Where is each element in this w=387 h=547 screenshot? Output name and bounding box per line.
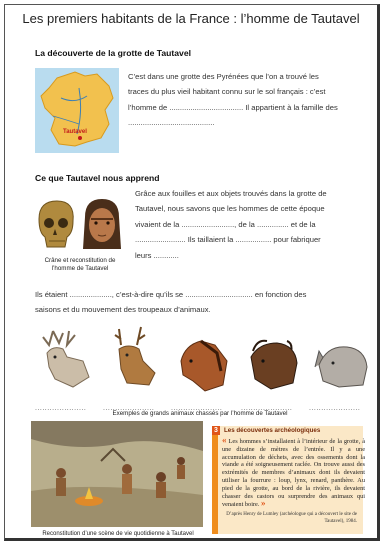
horse-image bbox=[171, 331, 233, 397]
section2-line: ........................ Ils taillaient la ................. pour fabriquer bbox=[135, 235, 321, 245]
section2-line: vivaient de la ........................., de la ............... et de la bbox=[135, 219, 316, 229]
animals-caption: Exemples de grands animaux chassés par l’homme de Tautavel bbox=[112, 410, 288, 417]
daily-life-scene-image bbox=[31, 421, 203, 527]
section1-line: l’homme de ................................... Il appartient à la famille des bbox=[128, 102, 338, 112]
box-quote-text: Les hommes s’installaient à l’intérieur de la grotte, à une dizaine de mètres de l’entrée. Il y a une accumulation de déchets, avec des ossements dont la viande a été soigneusement raclée. On trouve aussi des extrémités de membres d’animaux dont ils devaient utiliser la fourrure : loup, lynx, renard, panthère. Au pied de la grotte, au bord de la rivière, ils devaient chasser des castors ou surprendre des animaux qui venaient boire. bbox=[222, 438, 365, 509]
rhinoceros-image bbox=[309, 327, 371, 393]
skull-caption: Crâne et reconstitution de l’homme de Tautavel bbox=[44, 257, 116, 272]
section1-line: C’est dans une grotte des Pyrénées que l’on a trouvé les bbox=[128, 72, 319, 81]
section2-line: Ils étaient ...................., c’est-à-dire qu’ils se ................................ en fonction des bbox=[35, 290, 307, 299]
map-label-tautavel: Tautavel bbox=[63, 129, 87, 135]
scene-illustration bbox=[31, 421, 203, 527]
section1-heading: La découverte de la grotte de Tautavel bbox=[35, 48, 192, 58]
animal-name-blank: ..................... bbox=[103, 405, 155, 412]
reconstruction-face-image bbox=[81, 199, 123, 253]
section2-line: Tautavel, nous savons que les hommes de cette époque bbox=[135, 204, 325, 214]
section2-paragraph-2 bbox=[35, 287, 368, 318]
reindeer-image bbox=[33, 327, 95, 393]
deer-image bbox=[101, 325, 163, 391]
section2-heading: Ce que Tautavel nous apprend bbox=[35, 173, 160, 183]
quote-close-mark: » bbox=[261, 498, 266, 509]
animal-name-blank: ..................... bbox=[171, 405, 223, 412]
animal-name-blank: ..................... bbox=[309, 405, 361, 412]
section1-line: ......................................... bbox=[128, 118, 215, 128]
box-title: Les découvertes archéologiques bbox=[224, 427, 321, 434]
section2-line: leurs ............ bbox=[135, 250, 179, 260]
france-map bbox=[35, 68, 119, 153]
section2-line: Grâce aux fouilles et aux objets trouvés dans la grotte de bbox=[135, 189, 327, 198]
france-map-shape bbox=[35, 68, 119, 153]
section2-paragraph bbox=[135, 186, 368, 263]
section1-paragraph bbox=[128, 69, 368, 131]
box-number: 3 bbox=[212, 426, 220, 435]
archaeology-box bbox=[212, 426, 363, 534]
bison-image bbox=[241, 329, 303, 395]
quote-open-mark: « bbox=[222, 435, 227, 445]
scene-caption: Reconstitution d’une scène de vie quotidienne à Tautavel bbox=[42, 531, 194, 537]
section2-line: saisons et du mouvement des troupeaux d’animaux. bbox=[35, 305, 211, 315]
page-title: Les premiers habitants de la France : l’homme de Tautavel bbox=[22, 11, 360, 26]
animal-name-blank: ..................... bbox=[35, 405, 87, 412]
box-source: D’après Henry de Lumley (archéologue qui a découvert le site de Tautavel), 1984. bbox=[226, 512, 357, 524]
section1-line: traces du plus vieil habitant connu sur le sol français : c’est bbox=[128, 87, 326, 97]
skull-image bbox=[33, 199, 77, 251]
box-quote bbox=[222, 437, 365, 509]
worksheet-page bbox=[4, 4, 380, 541]
animal-name-blank: ..................... bbox=[241, 405, 293, 412]
